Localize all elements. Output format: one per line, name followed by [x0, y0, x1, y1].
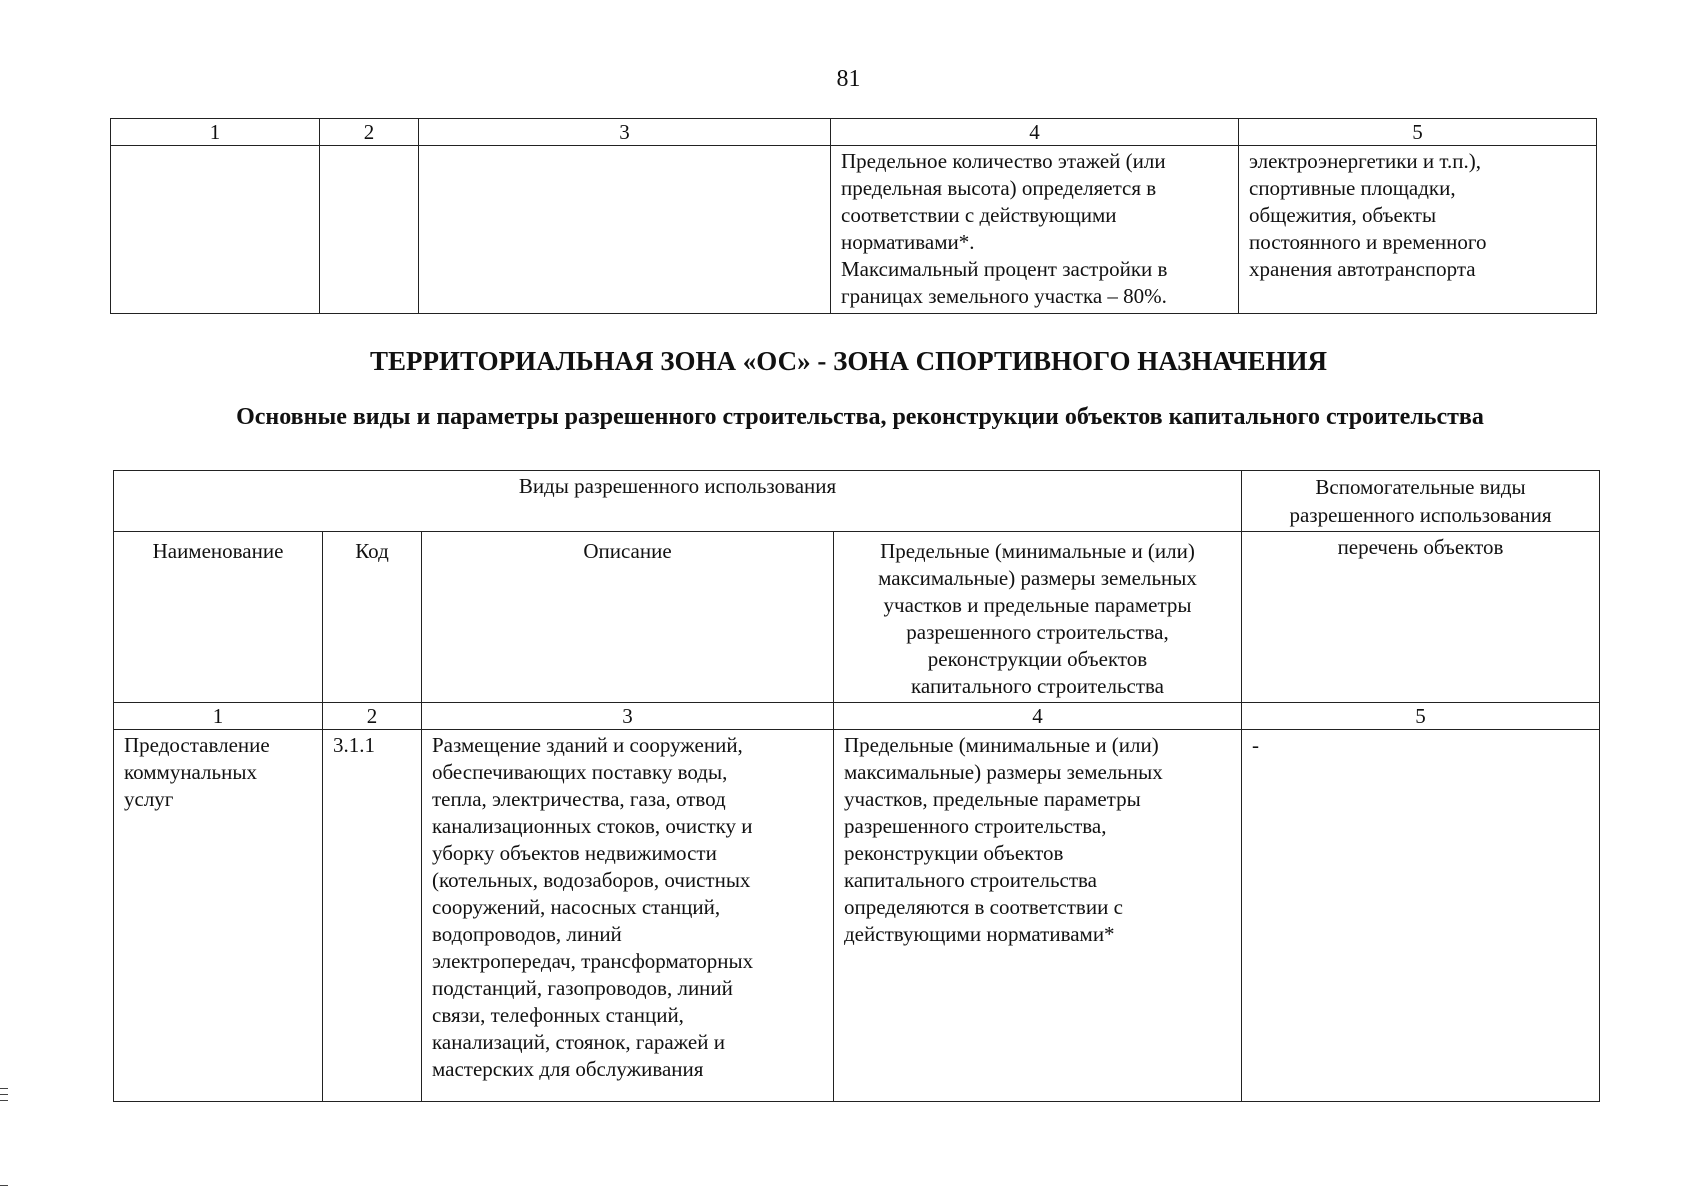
name-cell: [111, 146, 320, 314]
page-number: 81: [836, 66, 861, 92]
column-number: 3: [419, 119, 831, 146]
header-description: Описание: [422, 532, 834, 703]
table-row: [111, 146, 1597, 314]
header-limits: Предельные (минимальные и (или) максимальные) размеры земельных участков и предельные параметры разрешенного строительства, реконструкции объектов капитального строительства: [834, 532, 1242, 703]
table-row: [114, 730, 1600, 1102]
column-number: 5: [1239, 119, 1597, 146]
objects-cell: -: [1242, 730, 1600, 1102]
group-header-main: Виды разрешенного использования: [114, 471, 1242, 532]
permitted-use-table: [113, 470, 1600, 1102]
column-number: 2: [323, 703, 422, 730]
header-code: Код: [323, 532, 422, 703]
objects-cell: электроэнергетики и т.п.), спортивные площадки, общежития, объекты постоянного и временного хранения автотранспорта: [1239, 146, 1597, 314]
margin-mark: [0, 1185, 8, 1186]
column-number: 4: [831, 119, 1239, 146]
header-objects: перечень объектов: [1242, 532, 1600, 703]
zone-title: ТЕРРИТОРИАЛЬНАЯ ЗОНА «ОС» - ЗОНА СПОРТИВНОГО НАЗНАЧЕНИЯ: [369, 346, 1328, 376]
column-number: 5: [1242, 703, 1600, 730]
group-header-aux: Вспомогательные виды разрешенного использования: [1242, 471, 1600, 532]
margin-mark: [0, 1088, 8, 1089]
code-cell: 3.1.1: [323, 730, 422, 1102]
margin-mark: [0, 1094, 8, 1095]
code-cell: [320, 146, 419, 314]
margin-mark: [0, 1100, 8, 1101]
group-header-row: [114, 471, 1600, 532]
limits-cell: Предельные (минимальные и (или) максимальные) размеры земельных участков, предельные параметры разрешенного строительства, реконструкции объектов капитального строительства определяются в соответствии с действующими нормативами*: [834, 730, 1242, 1102]
column-header-row: [114, 532, 1600, 703]
column-number: 3: [422, 703, 834, 730]
description-cell: [419, 146, 831, 314]
column-number-row: [111, 119, 1597, 146]
description-cell: Размещение зданий и сооружений, обеспечивающих поставку воды, тепла, электричества, газа, отвод канализационных стоков, очистку и уборку объектов недвижимости (котельных, водозаборов, очистных сооружений, насосных станций, водопроводов, линий электропередач, трансформаторных подстанций, газопроводов, линий связи, телефонных станций, канализаций, стоянок, гаражей и мастерских для обслуживания: [422, 730, 834, 1102]
name-cell: Предоставление коммунальных услуг: [114, 730, 323, 1102]
column-number: 1: [114, 703, 323, 730]
header-name: Наименование: [114, 532, 323, 703]
limits-cell: Предельное количество этажей (или предельная высота) определяется в соответствии с действующими нормативами*. Максимальный процент застройки в границах земельного участка – 80%.: [831, 146, 1239, 314]
column-number: 4: [834, 703, 1242, 730]
column-number-row: [114, 703, 1600, 730]
column-number: 1: [111, 119, 320, 146]
column-number: 2: [320, 119, 419, 146]
continuation-table: [110, 118, 1597, 314]
section-subtitle: Основные виды и параметры разрешенного строительства, реконструкции объектов капитального строительства: [236, 404, 1484, 430]
